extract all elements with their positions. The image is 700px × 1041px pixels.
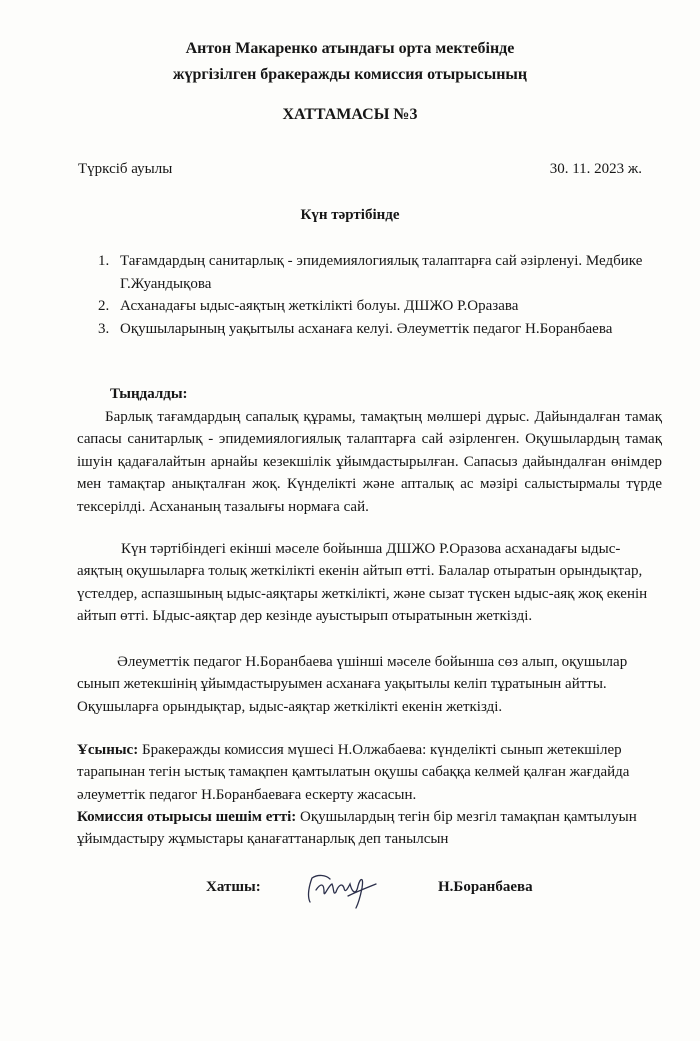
- agenda-item-number: 3.: [98, 320, 110, 337]
- agenda-item-text: Тағамдардың санитарлық - эпидемиялогиялық талаптарға сай әзірленуі. Медбике Г.Жуандықова: [120, 253, 643, 292]
- secretary-name: Н.Боранбаева: [438, 879, 533, 895]
- header-line-2: жүргізілген бракеражды комиссия отырысының: [172, 66, 528, 83]
- proposal-text: Бракеражды комиссия мүшесі Н.Олжабаева: күнделікті сынып жетекшілер тарапынан тегін ыстық тамақпен қамтылатын оқушы сабаққа келмей қалған жағдайда әлеуметтік педагог Н.Боранбаеваға ескерту жасасын.: [77, 742, 630, 803]
- date: 30. 11. 2023 ж.: [549, 161, 642, 177]
- agenda-item: [78, 318, 663, 341]
- protocol-title: ХАТТАМАСЫ №3: [282, 106, 418, 123]
- place: Түрксіб ауылы: [78, 161, 173, 177]
- agenda-item: [78, 250, 663, 295]
- agenda-item: [78, 295, 663, 318]
- header-line-1: Антон Макаренко атындағы орта мектебінде: [185, 40, 515, 57]
- secretary-label: Хатшы:: [206, 879, 261, 895]
- decision-text: Оқушылардың тегін бір мезгіл тамақпан қамтылуын ұйымдастыру жұмыстары қанағаттанарлық деп танылсын: [77, 809, 637, 848]
- decision-paragraph: [77, 806, 662, 851]
- proposal-paragraph: [77, 739, 662, 806]
- proposal-label: Ұсыныс:: [77, 742, 139, 758]
- listened-heading: Тыңдалды:: [110, 386, 188, 402]
- decision-label: Комиссия отырысы шешім етті:: [77, 809, 297, 825]
- paragraph-2: Күн тәртібіндегі екінші мәселе бойынша ДШЖО Р.Оразова асханадағы ыдыс-аяқтың оқушыларға толық жеткілікті екенін айтып өтті. Балалар отыратын орындықтар, үстелдер, аспазшының ыдыс-аяқтары жеткілікті, және сызат түскен ыдыс-аяқ жоқ екенін айтып өтті. Ыдыс-аяқтар дер кезінде ауыстырып отыратынын жеткізді.: [77, 541, 648, 625]
- agenda-list: [78, 250, 663, 340]
- agenda-item-number: 1.: [98, 253, 110, 269]
- handwritten-signature: [300, 866, 386, 912]
- agenda-item-number: 2.: [98, 298, 110, 314]
- paragraph-1: Барлық тағамдардың сапалық құрамы, тамақтың мөлшері дұрыс. Дайындалған тамақ сапасы санитарлық - эпидемиялогиялық талаптарға сай әзірленген. Оқушылардың тамақ ішуін қадағалайтын арнайы кезекшілік ұйымдастырылған. Сапасыз дайындалған өнімдер мен тамақтар анықталған жоқ. Күнделікті және апталық ас мәзірі салыстырмалы түрде тексерілді. Асхананың тазалығы нормаға сай.: [77, 409, 662, 515]
- agenda-title: Күн тәртібінде: [300, 207, 400, 223]
- paragraph-3: Әлеуметтік педагог Н.Боранбаева үшінші мәселе бойынша сөз алып, оқушылар сынып жетекшінің ұйымдастыруымен асханаға уақытылы келіп тұратынын айтты. Оқушыларға орындықтар, ыдыс-аяқтар жеткілікті екенін жеткізді.: [77, 654, 628, 715]
- agenda-item-text: Оқушыларының уақытылы асханаға келуі. Әлеуметтік педагог Н.Боранбаева: [120, 320, 613, 337]
- agenda-item-text: Асханадағы ыдыс-аяқтың жеткілікті болуы. ДШЖО Р.Оразава: [120, 298, 519, 314]
